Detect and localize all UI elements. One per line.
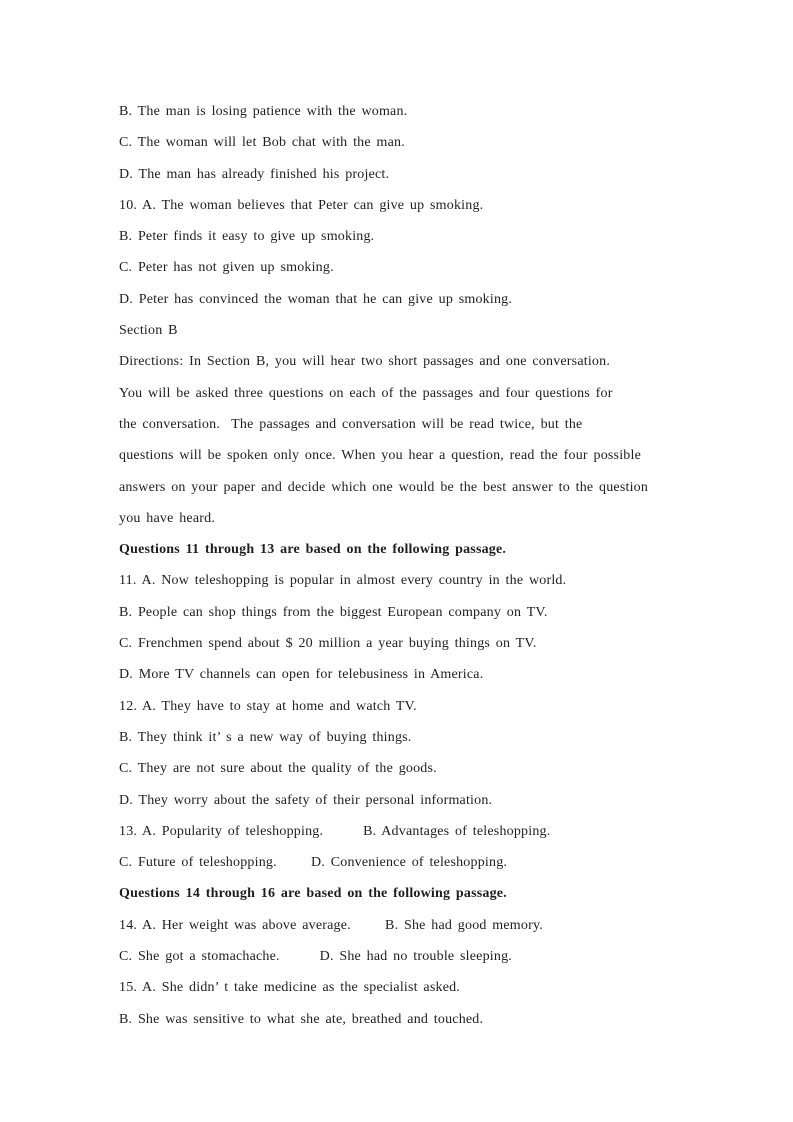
text-line: You will be asked three questions on each of the passages and four questions for: [119, 385, 613, 401]
text-line: C. She got a stomachache. D. She had no trouble sleeping.: [119, 949, 512, 965]
text-line: B. The man is losing patience with the woman.: [119, 104, 408, 119]
text-line: B. They think it’ s a new way of buying things.: [119, 729, 412, 745]
text-line: 15. A. She didn’ t take medicine as the specialist asked.: [119, 980, 461, 996]
text-line: answers on your paper and decide which one would be the best answer to the question: [119, 479, 649, 495]
text-line: you have heard.: [119, 510, 216, 526]
text-line: B. Peter finds it easy to give up smoking.: [119, 229, 375, 245]
text-line: B. People can shop things from the biggest European company on TV.: [119, 604, 548, 620]
document-text-block: [119, 96, 679, 1035]
text-line: 13. A. Popularity of teleshopping. B. Advantages of teleshopping.: [119, 823, 551, 839]
text-line: Section B: [119, 323, 178, 339]
text-line: Directions: In Section B, you will hear two short passages and one conversation.: [119, 354, 611, 370]
text-line: 11. A. Now teleshopping is popular in almost every country in the world.: [119, 573, 567, 589]
text-line: 14. A. Her weight was above average. B. She had good memory.: [119, 917, 543, 933]
text-line: D. More TV channels can open for telebusiness in America.: [119, 667, 484, 683]
text-line: questions will be spoken only once. When you hear a question, read the four possible: [119, 448, 641, 464]
text-line: D. They worry about the safety of their personal information.: [119, 792, 493, 808]
text-line: C. The woman will let Bob chat with the man.: [119, 135, 405, 151]
text-line: 10. A. The woman believes that Peter can give up smoking.: [119, 197, 484, 213]
text-line: D. The man has already finished his project.: [119, 166, 390, 182]
text-line: C. Peter has not given up smoking.: [119, 260, 334, 276]
text-line: C. Future of teleshopping. D. Convenience of teleshopping.: [119, 855, 508, 871]
passage-heading-line: Questions 11 through 13 are based on the following passage.: [119, 542, 507, 558]
text-line: B. She was sensitive to what she ate, breathed and touched.: [119, 1011, 484, 1027]
text-line: C. They are not sure about the quality of the goods.: [119, 761, 437, 777]
text-line: C. Frenchmen spend about $ 20 million a year buying things on TV.: [119, 636, 537, 652]
text-line: the conversation. The passages and conversation will be read twice, but the: [119, 416, 583, 432]
text-line: 12. A. They have to stay at home and watch TV.: [119, 698, 417, 714]
text-line: D. Peter has convinced the woman that he can give up smoking.: [119, 291, 513, 307]
passage-heading-line: Questions 14 through 16 are based on the following passage.: [119, 886, 507, 902]
